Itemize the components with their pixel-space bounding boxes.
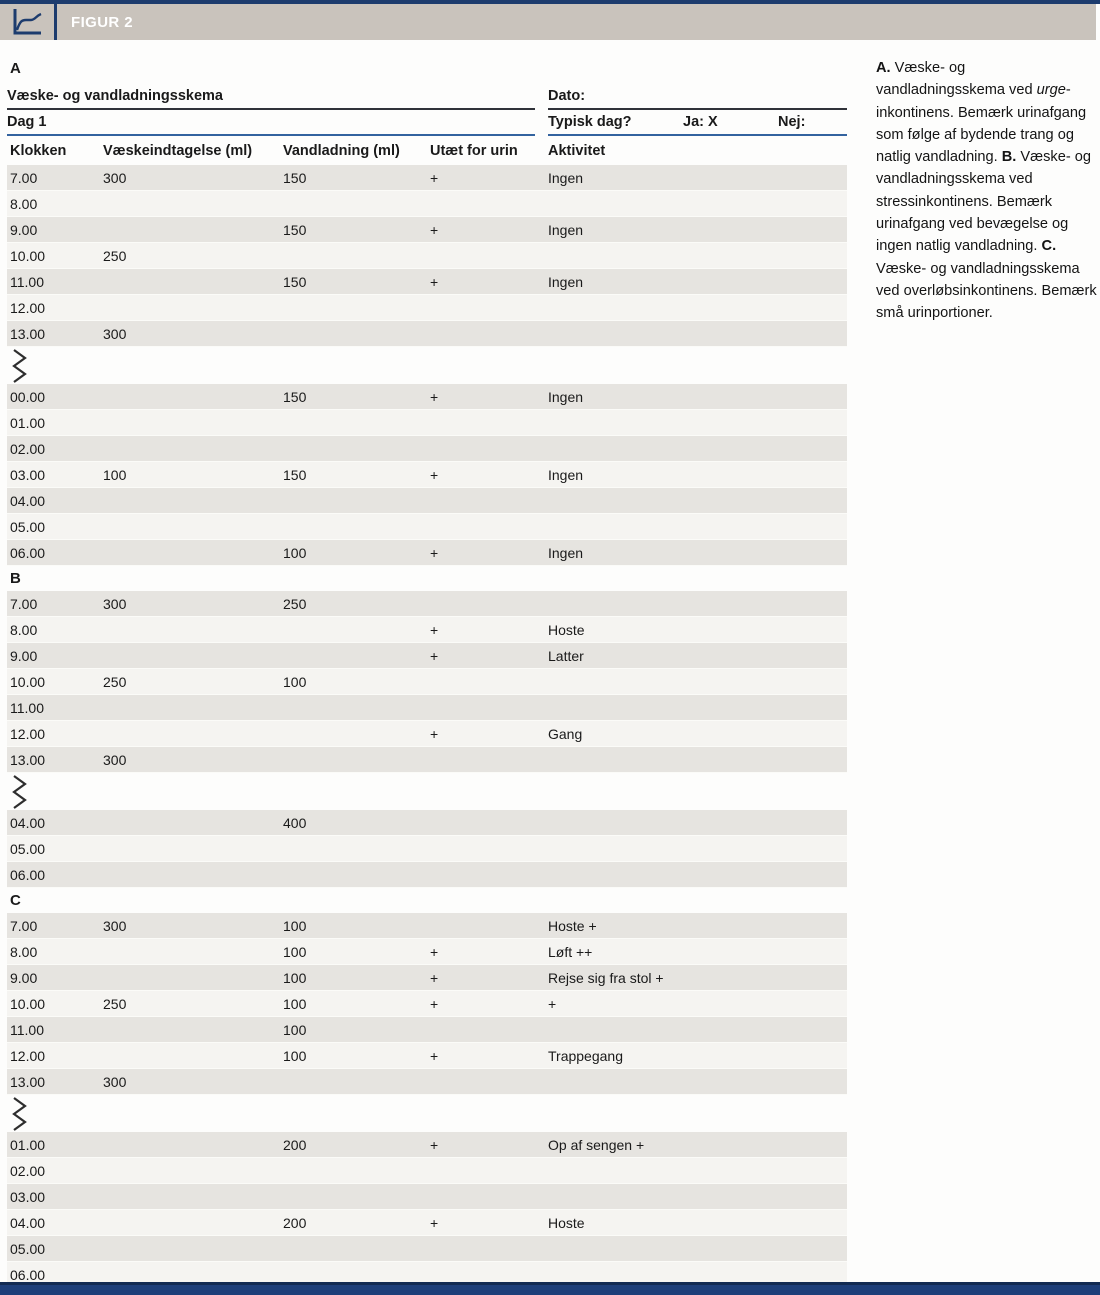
time-cell: 11.00 [10,273,44,290]
table-row [7,991,847,1017]
table-break-row [7,1095,847,1132]
time-cell: 06.00 [10,866,46,883]
activity-cell: + [548,995,557,1012]
leak-cell: + [430,725,439,742]
table-row [7,1043,847,1069]
table-row [7,243,847,269]
voiding-cell: 100 [283,673,307,690]
time-cell: 7.00 [10,595,38,612]
table-row [7,1132,847,1158]
voiding-cell: 150 [283,388,307,405]
voiding-cell: 250 [283,595,307,612]
intake-cell: 300 [103,917,127,934]
caption-segment: urge [1036,82,1066,99]
intake-cell: 300 [103,595,127,612]
typical-day-label: Typisk dag? [548,114,632,130]
time-cell: 02.00 [10,1162,46,1179]
intake-cell: 100 [103,466,127,483]
table-row [7,836,847,862]
table-row [7,269,847,295]
time-cell: 04.00 [10,814,46,831]
activity-cell: Ingen [548,466,584,483]
caption-segment: Væske- og vandladningsskema ved [876,60,1037,99]
voiding-cell: 100 [283,917,307,934]
table-row [7,321,847,347]
activity-cell: Op af sengen + [548,1136,645,1153]
break-zigzag-icon [10,1097,30,1131]
form-title: Væske- og vandladningsskema [7,88,223,104]
activity-cell: Ingen [548,544,584,561]
activity-cell: Hoste + [548,917,597,934]
leak-cell: + [430,273,439,290]
table-row [7,862,847,888]
activity-cell: Ingen [548,273,584,290]
activity-cell: Ingen [548,221,584,238]
intake-cell: 300 [103,751,127,768]
time-cell: 12.00 [10,1047,46,1064]
activity-cell: Hoste [548,621,585,638]
panel-c-label: C [10,892,21,909]
caption-segment: B. [1001,149,1017,166]
voiding-cell: 400 [283,814,307,831]
table-row [7,1017,847,1043]
figure-caption [876,57,1097,325]
form-header-right [548,84,847,136]
leak-cell: + [430,544,439,561]
time-cell: 9.00 [10,969,38,986]
time-cell: 05.00 [10,518,46,535]
form-title-row [7,84,535,110]
table-row [7,384,847,410]
table-row [7,165,847,191]
panel-b-label: B [10,570,21,587]
panel-a-label: A [10,60,21,77]
line-chart-icon [0,4,54,40]
time-cell: 06.00 [10,1266,46,1283]
leak-cell: + [430,1136,439,1153]
no-label: Nej: [778,114,806,130]
column-header-vaeskeindtagelse: Væskeindtagelse (ml) [103,143,253,159]
figure-banner [0,4,1096,40]
leak-cell: + [430,1047,439,1064]
activity-cell: Rejse sig fra stol + [548,969,664,986]
time-cell: 7.00 [10,169,38,186]
table-row [7,939,847,965]
leak-cell: + [430,221,439,238]
column-header-aktivitet: Aktivitet [548,143,606,159]
table-row [7,965,847,991]
intake-cell: 300 [103,1073,127,1090]
time-cell: 12.00 [10,299,46,316]
leak-cell: + [430,647,439,664]
table-break-row [7,347,847,384]
table-row [7,643,847,669]
voiding-cell: 100 [283,544,307,561]
day-label: Dag 1 [7,114,47,130]
voiding-cell: 150 [283,273,307,290]
column-header-row [7,136,847,165]
time-cell: 8.00 [10,195,38,212]
time-cell: 03.00 [10,1188,46,1205]
table-row [7,436,847,462]
table-row [7,191,847,217]
voiding-cell: 100 [283,969,307,986]
activity-cell: Ingen [548,169,584,186]
table-row [7,617,847,643]
table-row [7,747,847,773]
table-row [7,591,847,617]
time-cell: 04.00 [10,492,46,509]
banner-separator [54,4,57,40]
time-cell: 10.00 [10,995,46,1012]
time-cell: 02.00 [10,440,46,457]
activity-cell: Ingen [548,388,584,405]
time-cell: 10.00 [10,247,46,264]
yes-label: Ja: X [683,114,718,130]
table-row [7,540,847,566]
caption-segment: C. [1041,238,1057,255]
chart-tables [7,40,847,1288]
time-cell: 13.00 [10,325,46,342]
time-cell: 12.00 [10,725,46,742]
leak-cell: + [430,388,439,405]
table-row [7,1210,847,1236]
table-row [7,410,847,436]
intake-cell: 250 [103,247,127,264]
voiding-cell: 150 [283,221,307,238]
table-row [7,695,847,721]
time-cell: 05.00 [10,840,46,857]
leak-cell: + [430,621,439,638]
caption-segment: A. [876,60,891,76]
time-cell: 04.00 [10,1214,46,1231]
leak-cell: + [430,969,439,986]
time-cell: 01.00 [10,1136,46,1153]
time-cell: 7.00 [10,917,38,934]
voiding-cell: 100 [283,943,307,960]
table-row [7,721,847,747]
table-row [7,488,847,514]
time-cell: 8.00 [10,621,38,638]
form-header [7,84,847,136]
table-row [7,913,847,939]
intake-cell: 250 [103,673,127,690]
time-cell: 11.00 [10,1021,44,1038]
table-row [7,810,847,836]
date-label: Dato: [548,88,586,104]
activity-cell: Gang [548,725,583,742]
caption-segment: Væske- og vandladningsskema ved stressinkontinens. Bemærk urinafgang ved bevægelse og ingen natlig vandladning. [876,149,1091,255]
activity-cell: Løft ++ [548,943,593,960]
table-row [7,295,847,321]
caption-segment: -inkontinens. Bemærk urinafgang som følge af bydende trang og natlig vandladning. [876,82,1087,166]
time-cell: 8.00 [10,943,38,960]
table-break-row [7,773,847,810]
time-cell: 00.00 [10,388,46,405]
voiding-cell: 200 [283,1136,307,1153]
activity-cell: Latter [548,647,584,664]
leak-cell: + [430,995,439,1012]
voiding-cell: 100 [283,1021,307,1038]
time-cell: 01.00 [10,414,46,431]
leak-cell: + [430,466,439,483]
time-cell: 9.00 [10,647,38,664]
time-cell: 9.00 [10,221,38,238]
intake-cell: 250 [103,995,127,1012]
voiding-cell: 100 [283,995,307,1012]
leak-cell: + [430,169,439,186]
time-cell: 13.00 [10,1073,46,1090]
table-row [7,1069,847,1095]
table-row [7,514,847,540]
column-header-utaet: Utæt for urin [430,143,518,159]
break-zigzag-icon [10,349,30,383]
table-row [7,217,847,243]
time-cell: 10.00 [10,673,46,690]
table-row [7,1184,847,1210]
date-row [548,84,847,110]
activity-cell: Hoste [548,1214,585,1231]
column-header-vandladning: Vandladning (ml) [283,143,400,159]
table-row [7,669,847,695]
form-header-left [7,84,535,136]
leak-cell: + [430,1214,439,1231]
intake-cell: 300 [103,325,127,342]
panel-a-table [7,165,847,566]
time-cell: 06.00 [10,544,46,561]
time-cell: 11.00 [10,699,44,716]
panel-c-table [7,913,847,1288]
leak-cell: + [430,943,439,960]
column-header-klokken: Klokken [10,143,67,159]
panel-b-table [7,591,847,888]
voiding-cell: 150 [283,169,307,186]
break-zigzag-icon [10,775,30,809]
time-cell: 05.00 [10,1240,46,1257]
intake-cell: 300 [103,169,127,186]
figure-title: FIGUR 2 [71,13,133,31]
table-row [7,462,847,488]
bottom-accent-rule [0,1282,1100,1295]
voiding-cell: 200 [283,1214,307,1231]
table-row [7,1236,847,1262]
day-row [7,110,535,136]
time-cell: 13.00 [10,751,46,768]
caption-segment: Væske- og vandladningsskema ved overløbsinkontinens. Bemærk små urinportioner. [876,260,1097,322]
time-cell: 03.00 [10,466,46,483]
typical-day-row [548,110,847,136]
activity-cell: Trappegang [548,1047,623,1064]
table-row [7,1158,847,1184]
voiding-cell: 100 [283,1047,307,1064]
voiding-cell: 150 [283,466,307,483]
